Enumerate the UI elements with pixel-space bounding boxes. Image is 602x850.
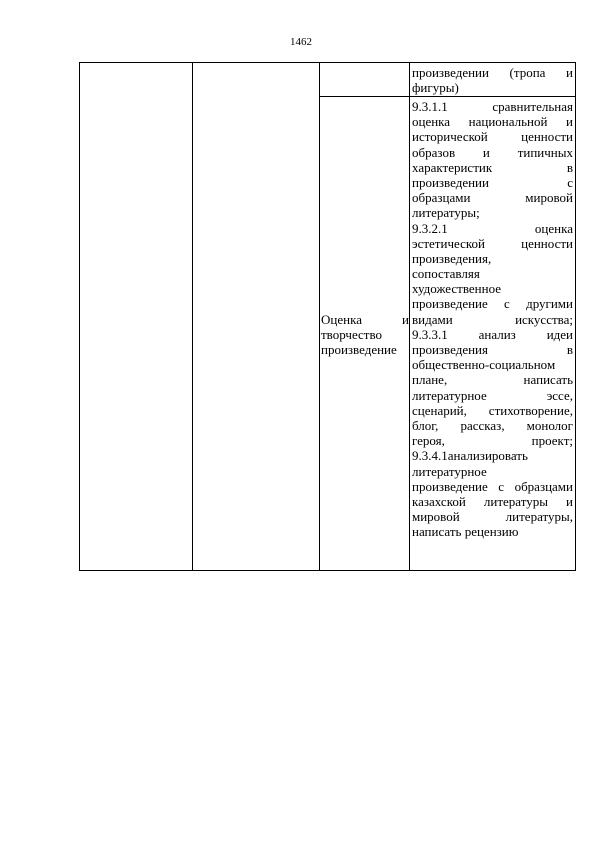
text-line: характеристик в <box>412 159 573 175</box>
text-line: исторической ценности <box>412 129 573 145</box>
top-cell-text <box>412 65 573 95</box>
text-line: образцами мировой <box>412 190 573 206</box>
text-line: оценка национальной и <box>412 114 573 130</box>
text-line: плане, написать <box>412 372 573 388</box>
text-line: Оценка и <box>321 312 409 327</box>
text-line: литературное <box>412 463 487 479</box>
table-right-border <box>575 62 576 571</box>
text-line: написать рецензию <box>412 524 519 540</box>
text-line: литературное эссе, <box>412 387 573 403</box>
text-line: образов и типичных <box>412 144 573 160</box>
assessment-cell-text <box>321 312 409 358</box>
text-line: творчество <box>321 327 383 343</box>
text-line: 9.3.3.1 анализ идеи <box>412 326 573 342</box>
learning-objectives-cell-text <box>412 99 573 539</box>
column-divider-3 <box>409 62 410 571</box>
text-line: произведения, <box>412 250 492 266</box>
text-line: мировой литературы, <box>412 509 573 525</box>
table-top-border <box>79 62 576 63</box>
text-line: видами искусства; <box>412 311 573 327</box>
text-line: сопоставляя <box>412 266 480 282</box>
table-left-border <box>79 62 80 571</box>
row-divider <box>319 96 576 97</box>
text-line: 9.3.4.1анализировать <box>412 448 528 464</box>
text-line: произведении (тропа и <box>412 65 573 80</box>
text-line: 9.3.1.1 сравнительная <box>412 99 573 114</box>
text-line: героя, проект; <box>412 433 573 449</box>
text-line: казахской литературы и <box>412 493 573 509</box>
text-line: произведение <box>321 342 397 358</box>
text-line: литературы; <box>412 205 480 221</box>
text-line: 9.3.2.1 оценка <box>412 220 573 236</box>
column-divider-2 <box>319 62 320 571</box>
text-line: произведение с образцами <box>412 478 573 494</box>
text-line: произведение с другими <box>412 296 573 312</box>
text-line: сценарий, стихотворение, <box>412 402 573 418</box>
page-number: 1462 <box>290 36 312 48</box>
column-divider-1 <box>192 62 193 571</box>
content-table <box>79 62 576 571</box>
text-line: фигуры) <box>412 80 459 96</box>
text-line: блог, рассказ, монолог <box>412 417 573 433</box>
text-line: художественное <box>412 281 502 297</box>
text-line: произведения в <box>412 342 573 357</box>
text-line: общественно-социальном <box>412 357 556 373</box>
text-line: произведении с <box>412 174 573 190</box>
table-bottom-border <box>79 570 576 571</box>
text-line: эстетической ценности <box>412 235 573 251</box>
